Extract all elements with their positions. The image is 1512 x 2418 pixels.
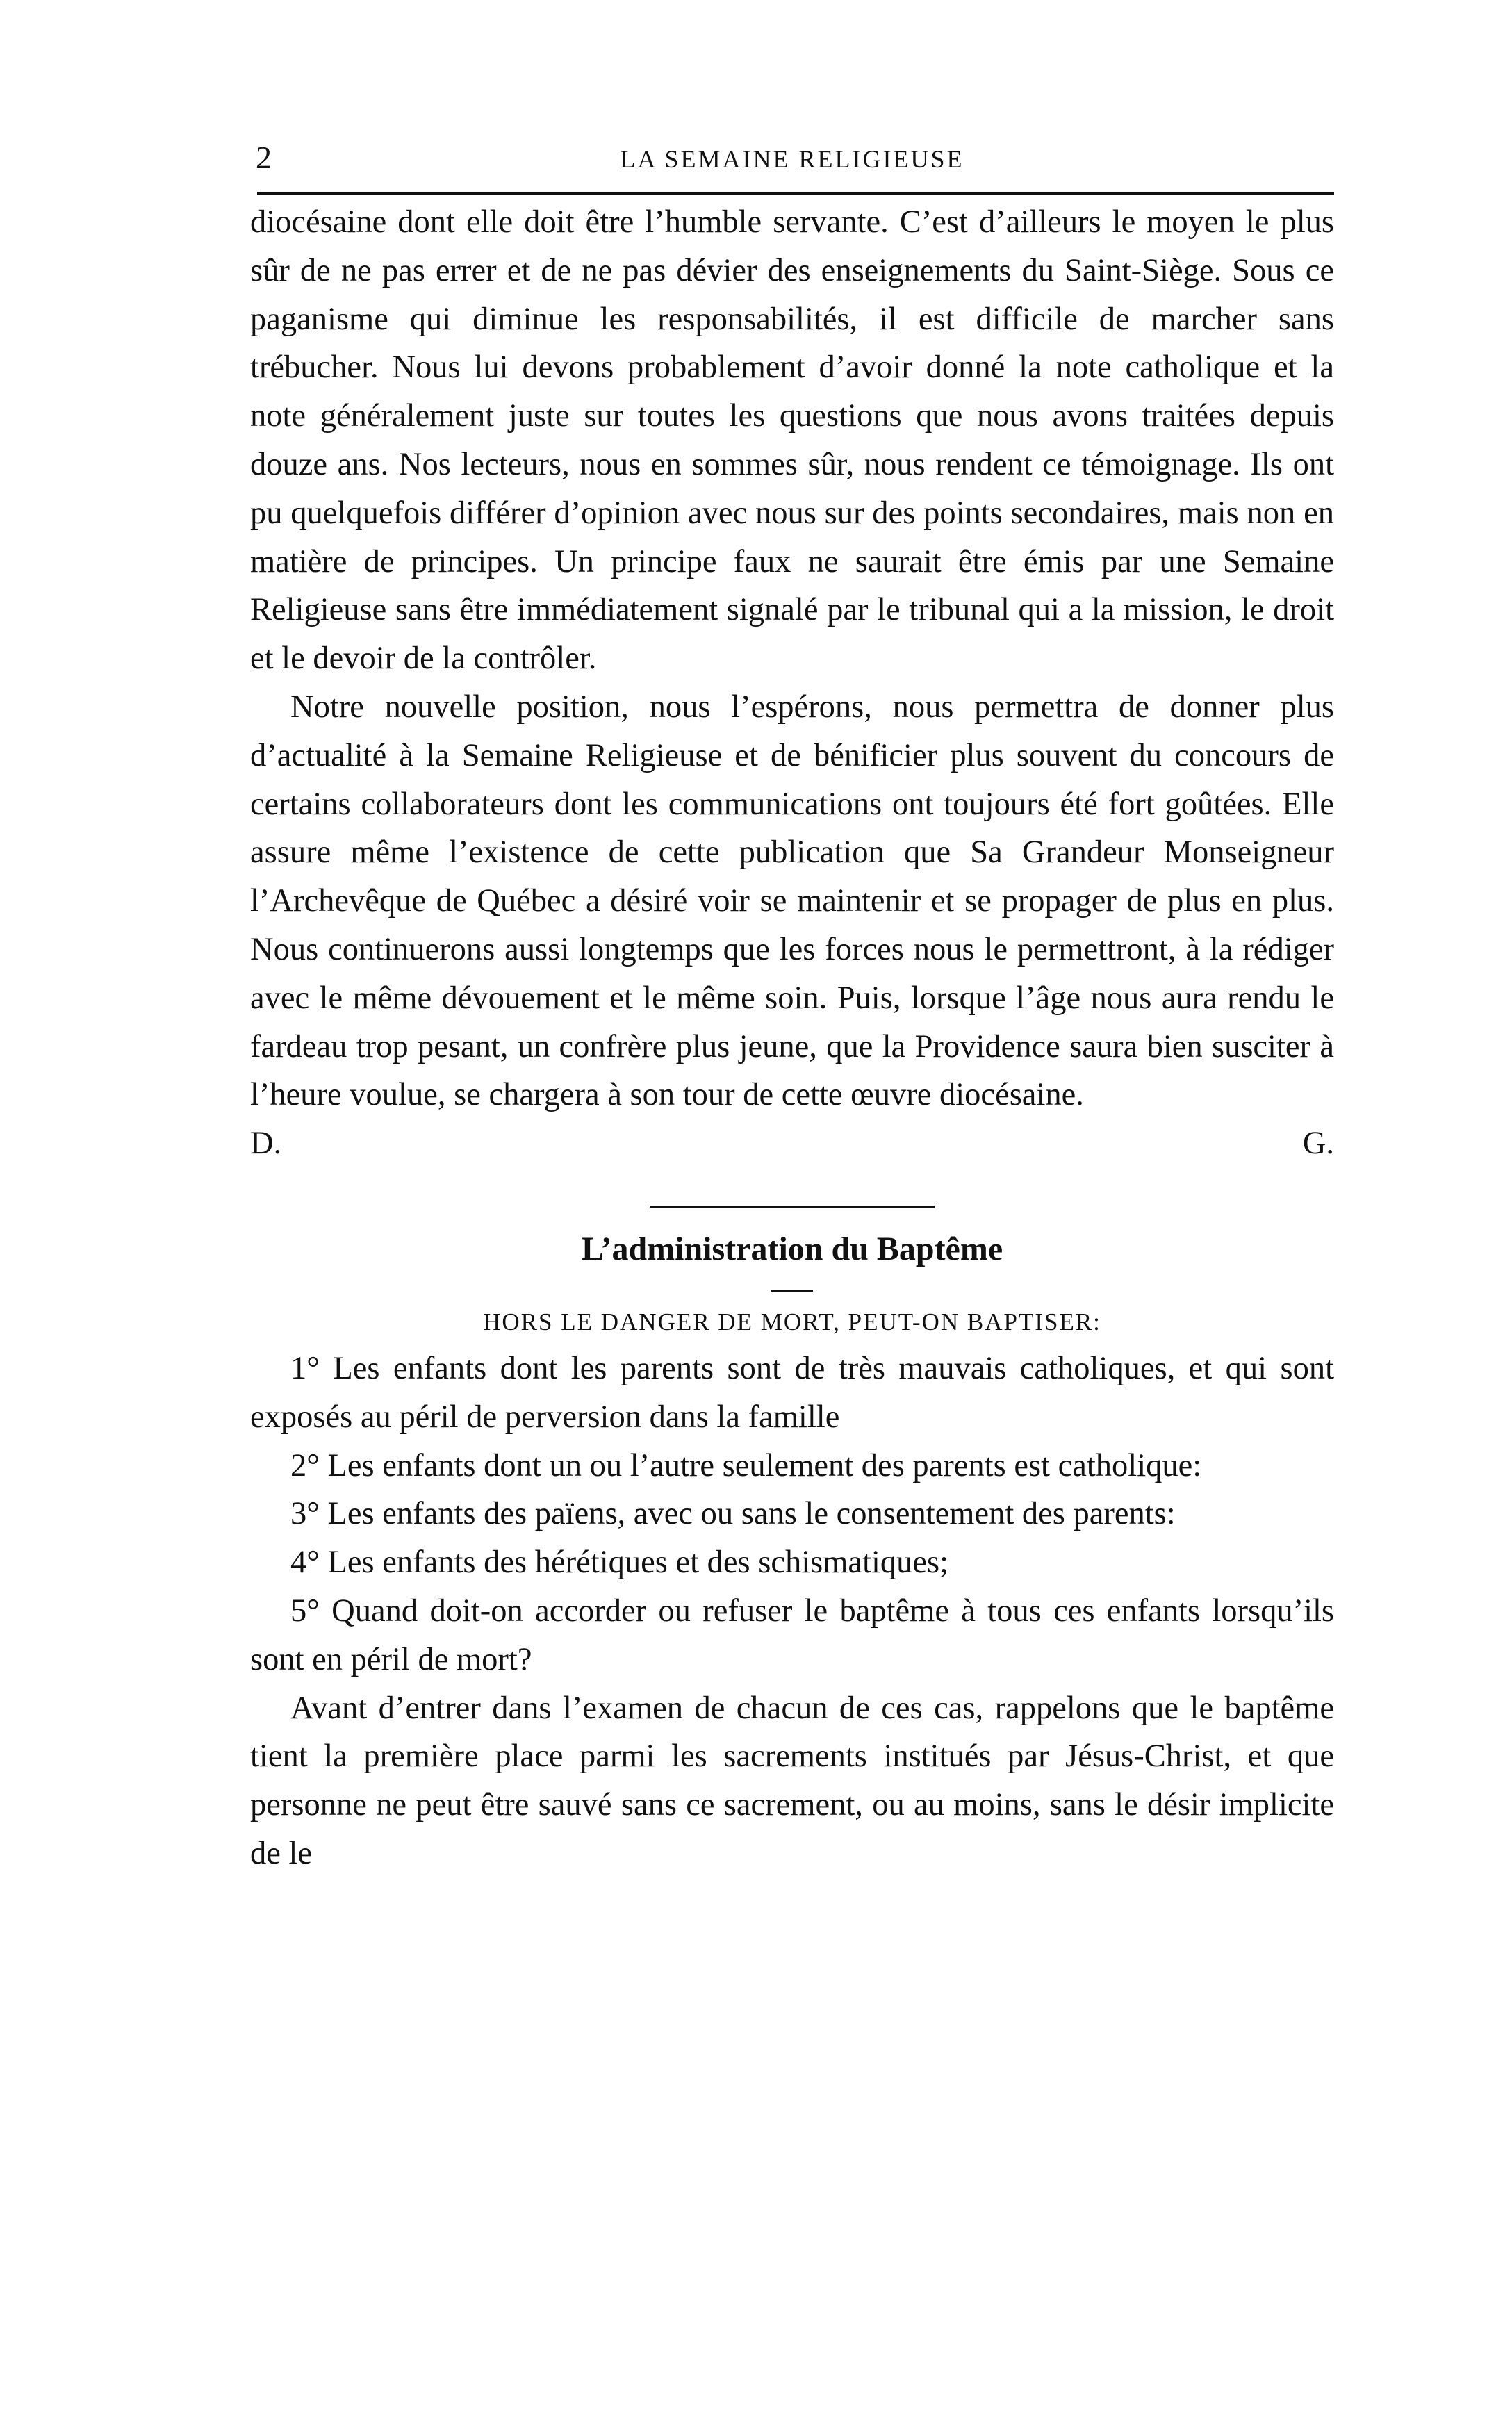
running-head: [250, 111, 1334, 175]
list-item: [250, 1344, 1334, 1442]
title-underline: [771, 1290, 813, 1292]
list-item: [250, 1587, 1334, 1684]
header-rule: [257, 192, 1334, 195]
list-number: 1°: [290, 1350, 320, 1386]
closing-paragraph: Avant d’entrer dans l’examen de chacun de ces cas, rappelons que le baptême tient la première place parmi les sacrements institués par Jésus-Christ, et que personne ne peut être sauvé sans ce sacrement, ou au moins, sans le désir implicite de le: [250, 1690, 1334, 1871]
page-body: [250, 198, 1334, 1878]
list-text: Les enfants des hérétiques et des schismatiques;: [327, 1545, 949, 1581]
list-item: [250, 1490, 1334, 1538]
list-number: 5°: [290, 1593, 320, 1629]
list-item: [250, 1442, 1334, 1490]
list-number: 4°: [290, 1545, 320, 1581]
page-number: 2: [256, 140, 272, 175]
intro-paragraph: diocésaine dont elle doit être l’humble servante. C’est d’ailleurs le moyen le plus sûr de ne pas errer et de ne pas dévier des enseignements du Saint-Siège. Sous ce paganisme qui diminue les responsabilités, il est difficile de marcher sans trébucher. Nous lui devons probablement d’avoir donné la note catholique et la note généralement juste sur toutes les questions que nous avons traitées depuis douze ans. Nos lecteurs, nous en sommes sûr, nous rendent ce témoignage. Ils ont pu quelquefois différer d’opinion avec nous sur des points secondaires, mais non en matière de principes. Un principe faux ne saurait être émis par une Semaine Religieuse sans être immédiatement signalé par le tribunal qui a la mission, le droit et le devoir de la contrôler.: [250, 204, 1334, 677]
book-page: [250, 111, 1335, 1871]
list-text: Quand doit-on accorder ou refuser le baptême à tous ces enfants lorsqu’ils sont en péril de mort?: [250, 1593, 1335, 1677]
section-subheading: HORS LE DANGER DE MORT, PEUT-ON BAPTISER:: [483, 1308, 1101, 1335]
list-text: Les enfants dont les parents sont de très mauvais catholiques, et qui sont exposés au péril de perversion dans la famille: [250, 1350, 1335, 1435]
signature-line: [250, 1119, 1334, 1168]
list-number: 2°: [290, 1447, 320, 1483]
section-divider: [650, 1206, 935, 1208]
list-text: Les enfants dont un ou l’autre seulement des parents est catholique:: [327, 1447, 1202, 1483]
list-number: 3°: [290, 1496, 320, 1532]
signature: D. G.: [250, 1126, 1334, 1162]
section-title: L’administration du Baptême: [581, 1230, 1003, 1267]
list-text: Les enfants des païens, avec ou sans le consentement des parents:: [327, 1496, 1176, 1532]
list-item: [250, 1538, 1334, 1587]
running-title: LA SEMAINE RELIGIEUSE: [620, 145, 964, 173]
second-paragraph: Notre nouvelle position, nous l’espérons, nous permettra de donner plus d’actualité à la Semaine Religieuse et de bénificier plus souvent du concours de certains collaborateurs dont les communications ont toujours été fort goûtées. Elle assure même l’existence de cette publication que Sa Grandeur Monseigneur l’Archevêque de Québec a désiré voir se maintenir et se propager de plus en plus. Nous continuerons aussi longtemps que les forces nous le permettront, à la rédiger avec le même dévouement et le même soin. Puis, lorsque l’âge nous aura rendu le fardeau trop pesant, un confrère plus jeune, que la Providence saura bien susciter à l’heure voulue, se chargera à son tour de cette œuvre diocésaine.: [250, 689, 1334, 1113]
